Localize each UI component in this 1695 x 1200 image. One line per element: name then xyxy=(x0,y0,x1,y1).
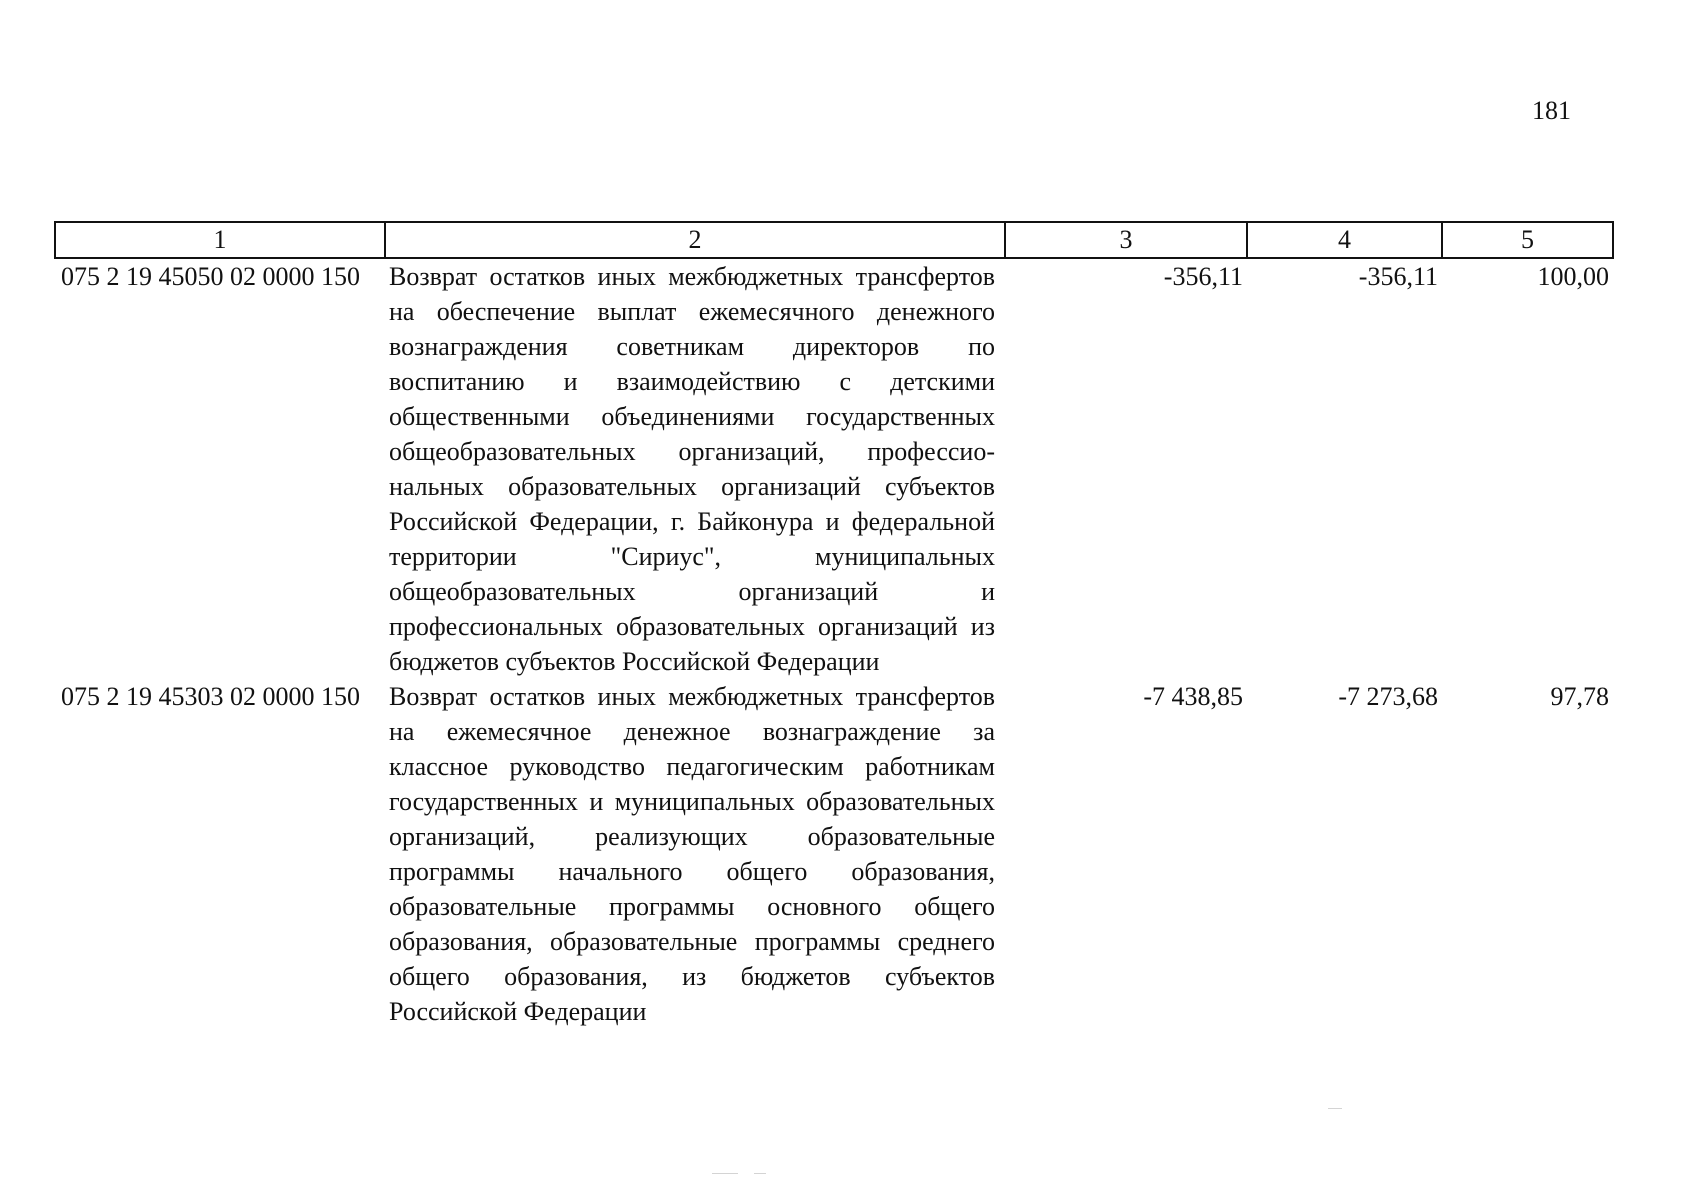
value-cell-col5: 97,78 xyxy=(1550,682,1609,711)
column-header-3: 3 xyxy=(1005,222,1247,258)
table-row xyxy=(55,679,1613,1029)
table-row xyxy=(55,258,1613,679)
description-cell: Возврат остатков иных межбюджетных трансфертов на обеспечение выплат ежемесячного денежного вознаграждения советникам директоров по воспитанию и взаимодействию с детскими общественными объединениями государственных общеобразовательных организаций, профессиональных образовательных организаций субъектов Российской Федерации, г. Байконура и федеральной территории "Сириус", муниципальных общеобразовательных организаций и профессиональных образовательных организаций из бюджетов субъектов Российской Федерации xyxy=(389,262,995,676)
table-header-row xyxy=(55,222,1613,258)
value-cell-col4: -356,11 xyxy=(1358,262,1438,291)
budget-code-cell: 075 2 19 45050 02 0000 150 xyxy=(61,262,360,291)
value-cell-col5: 100,00 xyxy=(1537,262,1609,291)
scan-artifact xyxy=(712,1173,738,1174)
budget-table xyxy=(54,221,1614,1029)
column-header-1: 1 xyxy=(55,222,385,258)
budget-code-cell: 075 2 19 45303 02 0000 150 xyxy=(61,682,360,711)
column-header-5: 5 xyxy=(1442,222,1613,258)
value-cell-col4: -7 273,68 xyxy=(1338,682,1438,711)
value-cell-col3: -7 438,85 xyxy=(1143,682,1243,711)
value-cell-col3: -356,11 xyxy=(1163,262,1243,291)
page-number: 181 xyxy=(1532,96,1571,125)
column-header-2: 2 xyxy=(385,222,1005,258)
column-header-4: 4 xyxy=(1247,222,1442,258)
scan-artifact xyxy=(1328,1108,1342,1109)
description-cell: Возврат остатков иных межбюджетных трансфертов на ежемесячное денежное вознаграждение за классное руководство педагогическим работникам государственных и муниципальных образовательных организаций, реализующих образовательные программы начального общего образования, образовательные программы основного общего образования, образовательные программы среднего общего образования, из бюджетов субъектов Российской Федерации xyxy=(389,682,995,1026)
scan-artifact xyxy=(754,1173,766,1174)
